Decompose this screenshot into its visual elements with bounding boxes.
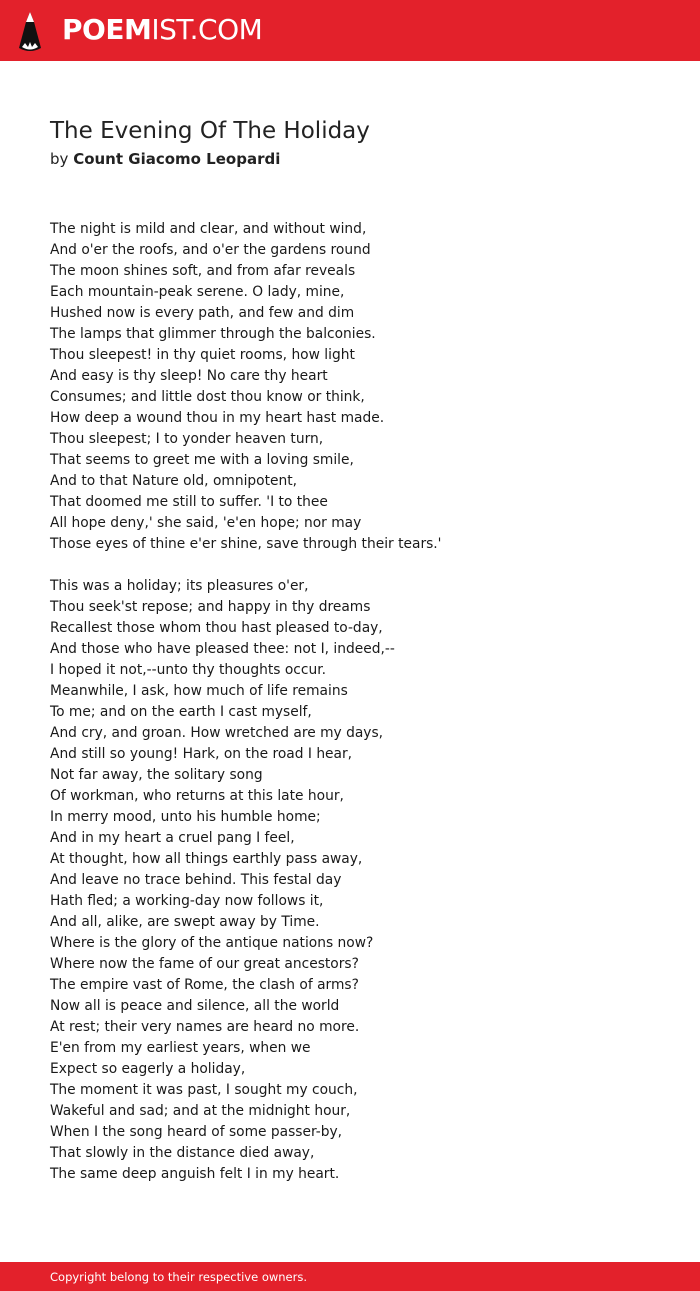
poem-line: Hath fled; a working-day now follows it, xyxy=(50,893,324,909)
poem-line: And in my heart a cruel pang I feel, xyxy=(50,830,295,846)
poem-stanza xyxy=(50,576,650,1185)
poem-line: Thou seek'st repose; and happy in thy dreams xyxy=(50,599,371,615)
poem-line: And leave no trace behind. This festal day xyxy=(50,872,342,888)
by-label: by xyxy=(50,150,69,168)
poem-line: All hope deny,' she said, 'e'en hope; nor may xyxy=(50,515,362,531)
poem-line: Of workman, who returns at this late hour, xyxy=(50,788,344,804)
poem-line: The moment it was past, I sought my couch, xyxy=(50,1082,358,1098)
poem-line: And to that Nature old, omnipotent, xyxy=(50,473,298,489)
poem-line: Meanwhile, I ask, how much of life remains xyxy=(50,683,348,699)
poem-line: E'en from my earliest years, when we xyxy=(50,1040,311,1056)
poem-line: And those who have pleased thee: not I, indeed,-- xyxy=(50,641,395,657)
poem-line: Where now the fame of our great ancestors? xyxy=(50,956,359,972)
poem-line: Thou sleepest! in thy quiet rooms, how light xyxy=(50,347,355,363)
poem-line: Where is the glory of the antique nations now? xyxy=(50,935,374,951)
poem-line: And easy is thy sleep! No care thy heart xyxy=(50,368,328,384)
copyright-text: Copyright belong to their respective owners. xyxy=(50,1270,308,1284)
poem-line: That seems to greet me with a loving smile, xyxy=(50,452,354,468)
poem-line: I hoped it not,--unto thy thoughts occur. xyxy=(50,662,326,678)
poem-line: Not far away, the solitary song xyxy=(50,767,263,783)
pen-nib-icon[interactable] xyxy=(16,10,44,52)
footer-bar xyxy=(0,1262,700,1291)
poem-line: When I the song heard of some passer-by, xyxy=(50,1124,343,1140)
poem-line: The empire vast of Rome, the clash of arms? xyxy=(50,977,359,993)
poem-line: And all, alike, are swept away by Time. xyxy=(50,914,320,930)
poem-line: Wakeful and sad; and at the midnight hour, xyxy=(50,1103,351,1119)
poem-line: Those eyes of thine e'er shine, save through their tears.' xyxy=(50,536,442,552)
poem-line: That doomed me still to suffer. 'I to thee xyxy=(50,494,328,510)
poem-stanza xyxy=(50,219,650,555)
top-bar xyxy=(0,0,700,61)
poem-byline xyxy=(50,149,280,169)
poem-line: Each mountain-peak serene. O lady, mine, xyxy=(50,284,345,300)
site-logo[interactable] xyxy=(62,13,262,47)
poem-line: Expect so eagerly a holiday, xyxy=(50,1061,246,1077)
poem-line: At rest; their very names are heard no more. xyxy=(50,1019,360,1035)
poem-line: Thou sleepest; I to yonder heaven turn, xyxy=(50,431,324,447)
poem-line: Recallest those whom thou hast pleased to-day, xyxy=(50,620,383,636)
poem-line: Consumes; and little dost thou know or think, xyxy=(50,389,365,405)
poem-title: The Evening Of The Holiday xyxy=(50,118,370,144)
poem-line: And still so young! Hark, on the road I hear, xyxy=(50,746,353,762)
logo-light-text: IST.COM xyxy=(151,13,263,46)
poem-author: Count Giacomo Leopardi xyxy=(73,150,281,168)
poem-line: And cry, and groan. How wretched are my days, xyxy=(50,725,384,741)
poem-body xyxy=(50,219,650,1206)
poem-line: The same deep anguish felt I in my heart. xyxy=(50,1166,340,1182)
poem-line: At thought, how all things earthly pass away, xyxy=(50,851,363,867)
poem-line: Hushed now is every path, and few and dim xyxy=(50,305,355,321)
poem-line: The moon shines soft, and from afar reveals xyxy=(50,263,356,279)
poem-line: That slowly in the distance died away, xyxy=(50,1145,315,1161)
poem-line: In merry mood, unto his humble home; xyxy=(50,809,321,825)
poem-line: This was a holiday; its pleasures o'er, xyxy=(50,578,309,594)
poem-line: To me; and on the earth I cast myself, xyxy=(50,704,312,720)
poem-line: The lamps that glimmer through the balconies. xyxy=(50,326,376,342)
poem-line: And o'er the roofs, and o'er the gardens round xyxy=(50,242,371,258)
logo-bold-text: POEM xyxy=(62,13,152,46)
poem-line: How deep a wound thou in my heart hast made. xyxy=(50,410,385,426)
poem-line: The night is mild and clear, and without wind, xyxy=(50,221,367,237)
poem-line: Now all is peace and silence, all the world xyxy=(50,998,340,1014)
